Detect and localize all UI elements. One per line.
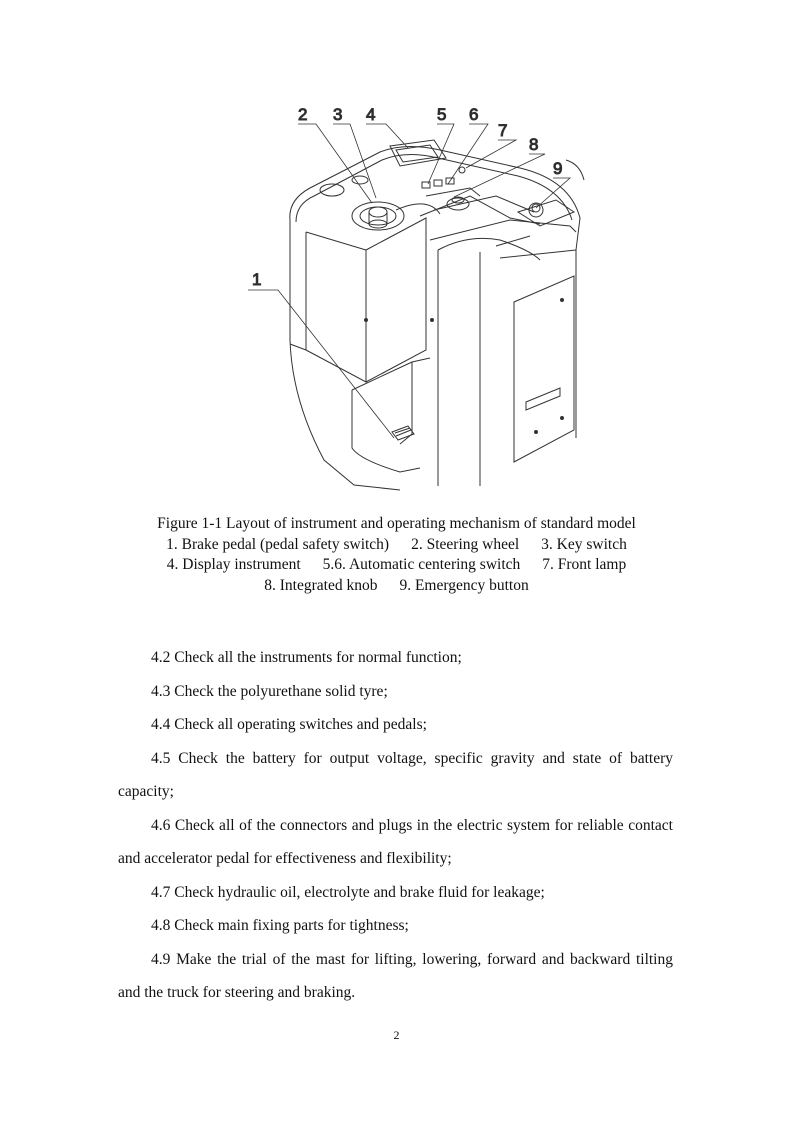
rivet xyxy=(431,319,434,322)
rivet xyxy=(365,319,368,322)
legend-row-1 xyxy=(0,535,793,556)
check-item-4-4: 4.4 Check all operating switches and pedals; xyxy=(151,716,427,733)
callout-4: 4 xyxy=(366,105,376,124)
callout-2: 2 xyxy=(298,105,308,124)
legend-item-brake-pedal: 1. Brake pedal (pedal safety switch) xyxy=(166,535,390,553)
legend-item-display-instrument: 4. Display instrument xyxy=(166,556,301,573)
instrument-layout-figure xyxy=(240,100,600,495)
callout-9: 9 xyxy=(553,159,563,178)
legend-item-integrated-knob: 8. Integrated knob xyxy=(264,576,378,594)
steering-wheel-shape xyxy=(352,202,404,230)
switch-cluster-shape xyxy=(422,167,480,196)
check-item-4-7: 4.7 Check hydraulic oil, electrolyte and brake fluid for leakage; xyxy=(151,883,545,901)
callout-8: 8 xyxy=(529,135,539,154)
caption-title: Figure 1-1 Layout of instrument and operating mechanism of standard model xyxy=(157,515,636,532)
rivet xyxy=(561,417,564,420)
legend-item-centering-switch: 5.6. Automatic centering switch xyxy=(322,556,521,573)
handle-grip-shape xyxy=(566,160,584,180)
check-item-4-8: 4.8 Check main fixing parts for tightness; xyxy=(151,917,409,934)
check-item-4-6: 4.6 Check all of the connectors and plugs in the electric system for reliable contact and accelerator pedal for effectiveness and flexibility; xyxy=(118,816,673,867)
brake-pedal-shape xyxy=(392,426,414,440)
check-item-4-2: 4.2 Check all the instruments for normal function; xyxy=(151,649,462,666)
legend-item-key-switch: 3. Key switch xyxy=(541,535,627,553)
callout-5: 5 xyxy=(437,105,447,124)
legend-item-emergency-button: 9. Emergency button xyxy=(399,576,529,594)
checklist xyxy=(118,641,673,1010)
legend-item-steering-wheel: 2. Steering wheel xyxy=(411,535,520,553)
legend-row-2 xyxy=(0,555,793,576)
rivet xyxy=(561,299,564,302)
legend-row-3 xyxy=(0,576,793,597)
rivet xyxy=(535,431,538,434)
callout-1: 1 xyxy=(252,270,262,289)
callout-6: 6 xyxy=(469,105,479,124)
truck-line-drawing xyxy=(240,100,600,495)
figure-caption xyxy=(0,514,793,596)
callout-3: 3 xyxy=(333,105,343,124)
callout-7: 7 xyxy=(498,121,508,140)
holder-left-shape xyxy=(320,184,344,196)
legend-item-front-lamp: 7. Front lamp xyxy=(542,556,627,573)
holder-small-shape xyxy=(352,176,368,184)
truck-body xyxy=(290,146,580,490)
check-item-4-3: 4.3 Check the polyurethane solid tyre; xyxy=(151,682,388,700)
check-item-4-5: 4.5 Check the battery for output voltage, specific gravity and state of battery capacity; xyxy=(118,749,673,800)
leader-lines xyxy=(248,124,570,438)
page-number: 2 xyxy=(393,1028,400,1042)
display-screen-shape xyxy=(396,145,438,162)
check-item-4-9: 4.9 Make the trial of the mast for lifting, lowering, forward and backward tilting and the truck for steering and braking. xyxy=(118,950,673,1001)
